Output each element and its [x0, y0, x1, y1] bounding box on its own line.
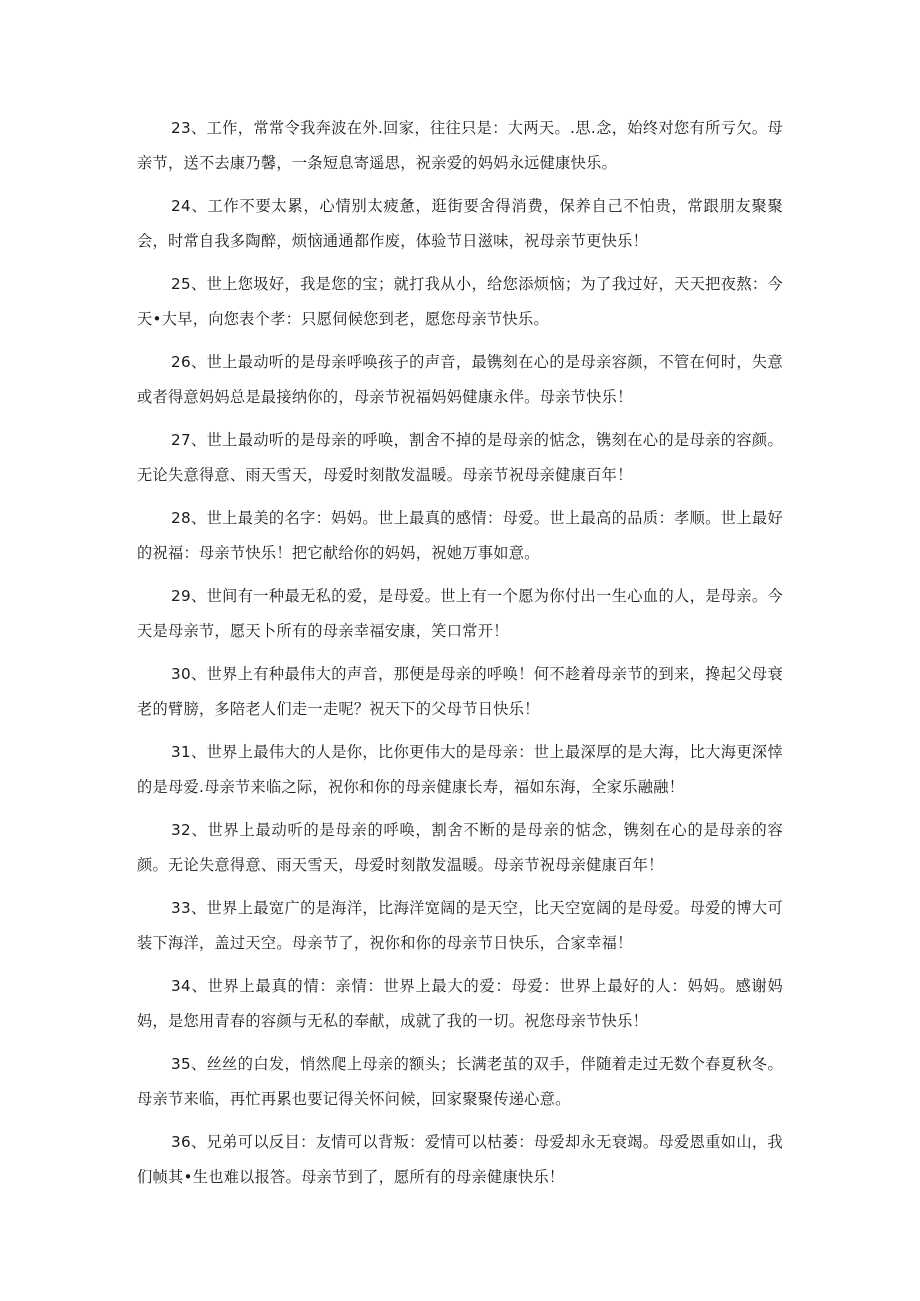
paragraph-36: 36、兄弟可以反目：友情可以背叛：爱情可以枯萎：母爱却永无衰竭。母爱恩重如山，我们帧其•生也难以报答。母亲节到了，愿所有的母亲健康快乐！	[137, 1133, 783, 1186]
paragraph-31: 31、世界上最伟大的人是你，比你更伟大的是母亲：世上最深厚的是大海，比大海更深悻的是母爱.母亲节来临之际，祝你和你的母亲健康长寿，福如东海，全家乐融融！	[137, 743, 783, 796]
paragraph-28: 28、世上最美的名字：妈妈。世上最真的感情：母爱。世上最高的品质：孝顺。世上最好的祝福：母亲节快乐！把它献给你的妈妈，祝她万事如意。	[137, 509, 783, 562]
paragraph-30: 30、世界上有种最伟大的声音，那便是母亲的呼唤！何不趁着母亲节的到来，搀起父母衰老的臂膀，多陪老人们走一走呢？祝天下的父母节日快乐！	[137, 665, 783, 718]
paragraph-29: 29、世间有一种最无私的爱，是母爱。世上有一个愿为你付出一生心血的人，是母亲。今天是母亲节，愿天卜所有的母亲幸福安康，笑口常开！	[137, 587, 783, 640]
document-body	[137, 111, 783, 1203]
paragraph-27: 27、世上最动听的是母亲的呼唤，割舍不掉的是母亲的惦念，镌刻在心的是母亲的容颜。无论失意得意、雨天雪天，母爱时刻散发温暖。母亲节祝母亲健康百年！	[137, 431, 783, 484]
paragraph-35: 35、丝丝的白发，悄然爬上母亲的额头；长满老茧的双手，伴随着走过无数个春夏秋冬。母亲节来临，再忙再累也要记得关怀问候，回家聚聚传递心意。	[137, 1055, 783, 1108]
paragraph-32: 32、世界上最动听的是母亲的呼唤，割舍不断的是母亲的惦念，镌刻在心的是母亲的容颜。无论失意得意、雨天雪天，母爱时刻散发温暖。母亲节祝母亲健康百年！	[137, 821, 783, 874]
paragraph-33: 33、世界上最宽广的是海洋，比海洋宽阔的是天空，比天空宽阔的是母爱。母爱的博大可装下海洋，盖过天空。母亲节了，祝你和你的母亲节日快乐，合家幸福！	[137, 899, 783, 952]
paragraph-34: 34、世界上最真的情：亲情：世界上最大的爱：母爱：世界上最好的人：妈妈。感谢妈妈，是您用青春的容颜与无私的奉献，成就了我的一切。祝您母亲节快乐！	[137, 977, 783, 1030]
paragraph-24: 24、工作不要太累，心情别太疲惫，逛街要舍得消费，保养自己不怕贵，常跟朋友聚聚会，时常自我多陶醉，烦恼通通都作废，体验节日滋味，祝母亲节更快乐！	[137, 197, 783, 250]
paragraph-23: 23、工作，常常令我奔波在外.回家，往往只是：大两天。.思.念，始终对您有所亏欠。母亲节，送不去康乃馨，一条短息寄遥思，祝亲爱的妈妈永远健康快乐。	[137, 119, 783, 172]
paragraph-26: 26、世上最动听的是母亲呼唤孩子的声音，最镌刻在心的是母亲容颜，不管在何时，失意或者得意妈妈总是最接纳你的，母亲节祝福妈妈健康永伴。母亲节快乐！	[137, 353, 783, 406]
paragraph-25: 25、世上您圾好，我是您的宝；就打我从小，给您添烦恼；为了我过好，天天把夜熬：今天•大早，向您表个孝：只愿伺候您到老，愿您母亲节快乐。	[137, 275, 783, 328]
